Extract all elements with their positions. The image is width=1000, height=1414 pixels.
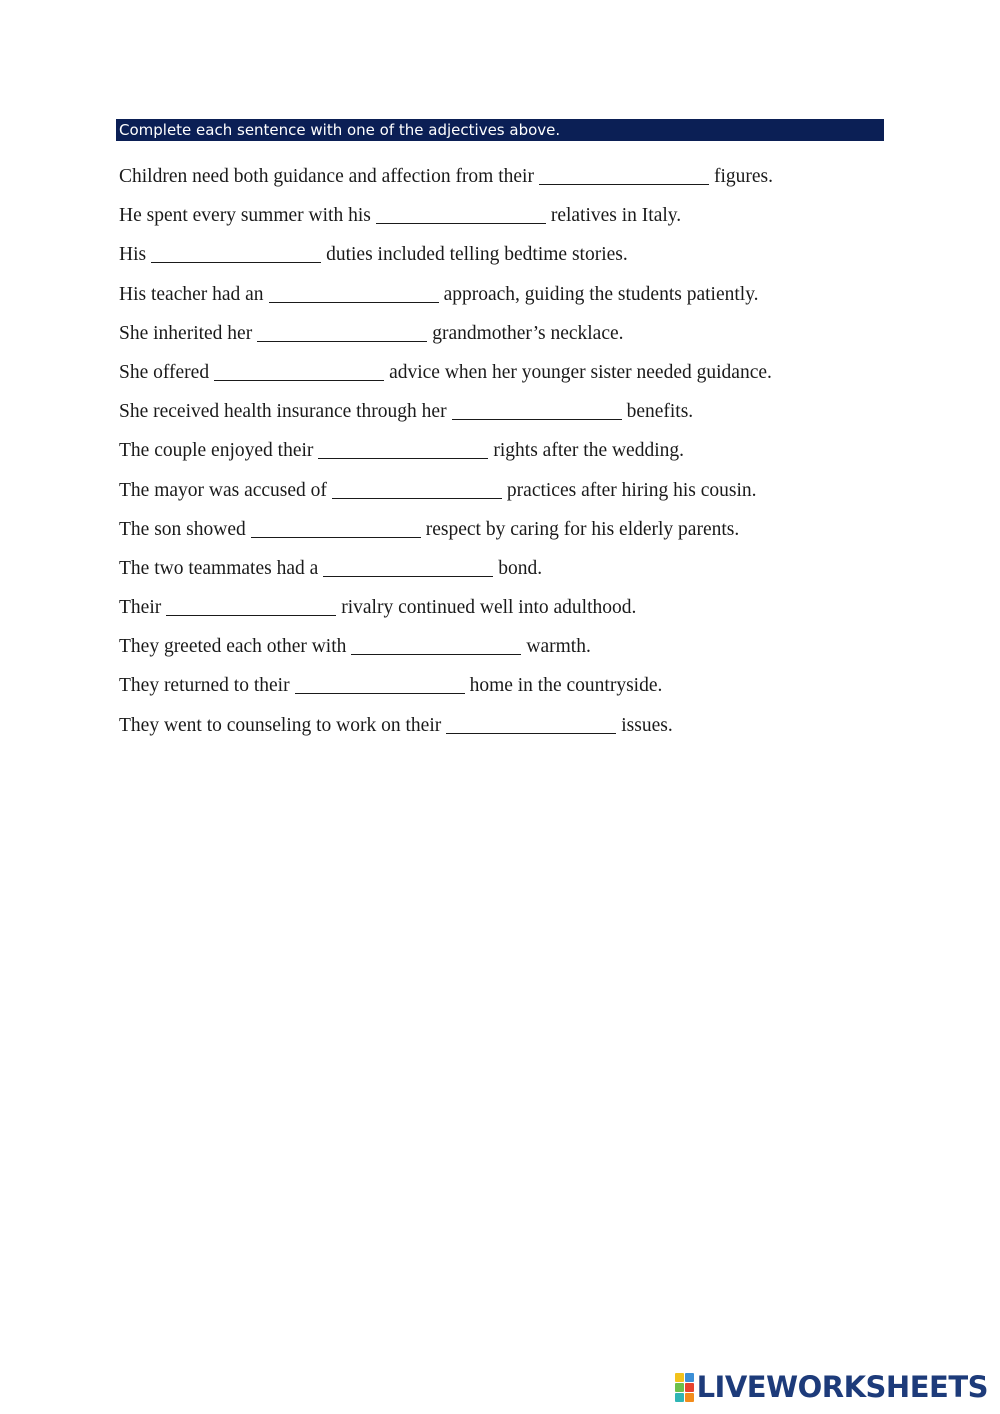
sentence-text-before: The couple enjoyed their bbox=[119, 440, 314, 462]
sentence-item bbox=[119, 282, 879, 321]
liveworksheets-logo bbox=[675, 1370, 988, 1404]
sentence-list bbox=[119, 164, 879, 752]
sentence-text-before: The mayor was accused of bbox=[119, 479, 327, 501]
sentence-text-before: His bbox=[119, 244, 147, 266]
answer-blank[interactable] bbox=[452, 399, 622, 420]
sentence-item bbox=[119, 360, 879, 399]
sentence-item bbox=[119, 634, 879, 673]
sentence-text-before: His teacher had an bbox=[119, 283, 264, 305]
sentence-item bbox=[119, 478, 879, 517]
sentence-text-after: issues. bbox=[621, 714, 673, 736]
answer-blank[interactable] bbox=[539, 164, 709, 185]
sentence-text-after: benefits. bbox=[626, 401, 694, 423]
sentence-item bbox=[119, 713, 879, 752]
logo-tile bbox=[685, 1383, 694, 1392]
sentence-item bbox=[119, 438, 879, 477]
logo-tile bbox=[675, 1393, 684, 1402]
answer-blank[interactable] bbox=[257, 321, 427, 342]
sentence-text-before: The son showed bbox=[119, 518, 246, 540]
sentence-item bbox=[119, 321, 879, 360]
sentence-text-before: She offered bbox=[119, 361, 210, 383]
sentence-text-after: approach, guiding the students patiently. bbox=[443, 283, 759, 305]
sentence-text-after: relatives in Italy. bbox=[550, 205, 682, 227]
sentence-text-after: rights after the wedding. bbox=[493, 440, 685, 462]
logo-text: LIVEWORKSHEETS bbox=[696, 1370, 988, 1404]
sentence-text-after: grandmother’s necklace. bbox=[432, 322, 624, 344]
instruction-text: Complete each sentence with one of the adjectives above. bbox=[119, 121, 561, 139]
sentence-text-before: He spent every summer with his bbox=[119, 205, 371, 227]
sentence-text-after: respect by caring for his elderly parents. bbox=[425, 518, 740, 540]
sentence-item bbox=[119, 556, 879, 595]
sentence-item bbox=[119, 242, 879, 281]
sentence-text-before: They went to counseling to work on their bbox=[119, 714, 442, 736]
sentence-text-before: Children need both guidance and affection from their bbox=[119, 166, 534, 187]
answer-blank[interactable] bbox=[318, 438, 488, 459]
answer-blank[interactable] bbox=[269, 282, 439, 303]
answer-blank[interactable] bbox=[376, 203, 546, 224]
instruction-banner bbox=[116, 119, 884, 141]
sentence-text-after: rivalry continued well into adulthood. bbox=[341, 597, 637, 619]
answer-blank[interactable] bbox=[251, 517, 421, 538]
logo-tiles-icon bbox=[675, 1373, 694, 1402]
answer-blank[interactable] bbox=[332, 478, 502, 499]
answer-blank[interactable] bbox=[151, 242, 321, 263]
sentence-text-before: The two teammates had a bbox=[119, 557, 319, 579]
sentence-text-after: home in the countryside. bbox=[469, 675, 663, 697]
sentence-text-after: practices after hiring his cousin. bbox=[506, 479, 757, 501]
logo-tile bbox=[675, 1383, 684, 1392]
sentence-item bbox=[119, 399, 879, 438]
sentence-text-before: They greeted each other with bbox=[119, 636, 347, 658]
logo-tile bbox=[685, 1373, 694, 1382]
answer-blank[interactable] bbox=[295, 673, 465, 694]
answer-blank[interactable] bbox=[323, 556, 493, 577]
sentence-item bbox=[119, 517, 879, 556]
sentence-text-after: warmth. bbox=[526, 636, 591, 658]
sentence-text-before: They returned to their bbox=[119, 675, 290, 697]
sentence-text-before: She inherited her bbox=[119, 322, 253, 344]
logo-tile bbox=[675, 1373, 684, 1382]
answer-blank[interactable] bbox=[446, 713, 616, 734]
sentence-item bbox=[119, 673, 879, 712]
sentence-item bbox=[119, 164, 879, 203]
answer-blank[interactable] bbox=[166, 595, 336, 616]
sentence-item bbox=[119, 595, 879, 634]
sentence-text-after: bond. bbox=[498, 557, 543, 579]
sentence-text-after: duties included telling bedtime stories. bbox=[326, 244, 628, 266]
sentence-text-before: Their bbox=[119, 597, 162, 619]
sentence-item bbox=[119, 203, 879, 242]
sentence-text-after: figures. bbox=[713, 166, 773, 187]
answer-blank[interactable] bbox=[351, 634, 521, 655]
sentence-text-after: advice when her younger sister needed guidance. bbox=[389, 361, 772, 383]
sentence-text-before: She received health insurance through her bbox=[119, 401, 447, 423]
answer-blank[interactable] bbox=[214, 360, 384, 381]
logo-tile bbox=[685, 1393, 694, 1402]
